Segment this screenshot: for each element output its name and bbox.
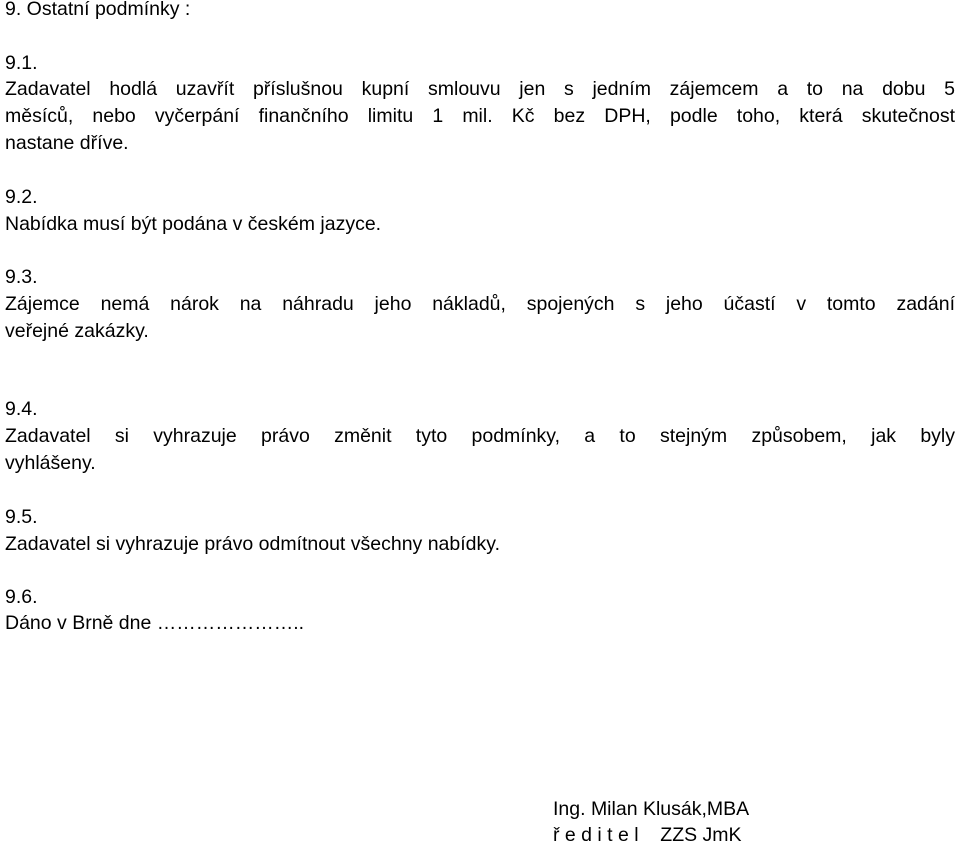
clause-9-1-line-2: měsíců, nebo vyčerpání finančního limitu 1 mil. Kč bez DPH, podle toho, která skutečnost — [5, 105, 955, 127]
clause-number-9-3: 9.3. — [5, 266, 38, 288]
signature-title: ř e d i t e l ZZS JmK — [553, 824, 742, 846]
signature-name: Ing. Milan Klusák,MBA — [553, 798, 750, 820]
clause-9-4-line-2: vyhlášeny. — [5, 452, 96, 474]
clause-9-1-line-3: nastane dříve. — [5, 132, 129, 154]
clause-9-2-line-1: Nabídka musí být podána v českém jazyce. — [5, 213, 382, 235]
document-page — [5, 0, 955, 847]
clause-number-9-2: 9.2. — [5, 186, 38, 208]
clause-9-3-line-2: veřejné zakázky. — [5, 320, 149, 342]
clause-9-4-line-1: Zadavatel si vyhrazuje právo změnit tyto podmínky, a to stejným způsobem, jak byly — [5, 425, 955, 447]
clause-number-9-6: 9.6. — [5, 586, 38, 608]
clause-9-5-line-1: Zadavatel si vyhrazuje právo odmítnout všechny nabídky. — [5, 533, 500, 555]
clause-number-9-4: 9.4. — [5, 398, 38, 420]
clause-9-1-line-1: Zadavatel hodlá uzavřít příslušnou kupní smlouvu jen s jedním zájemcem a to na dobu 5 — [5, 78, 955, 100]
clause-9-6-line-1: Dáno v Brně dne ………………….. — [5, 612, 305, 634]
clause-number-9-1: 9.1. — [5, 52, 38, 74]
clause-9-3-line-1: Zájemce nemá nárok na náhradu jeho nákladů, spojených s jeho účastí v tomto zadání — [5, 293, 955, 315]
clause-number-9-5: 9.5. — [5, 506, 38, 528]
section-heading: 9. Ostatní podmínky : — [5, 0, 191, 20]
